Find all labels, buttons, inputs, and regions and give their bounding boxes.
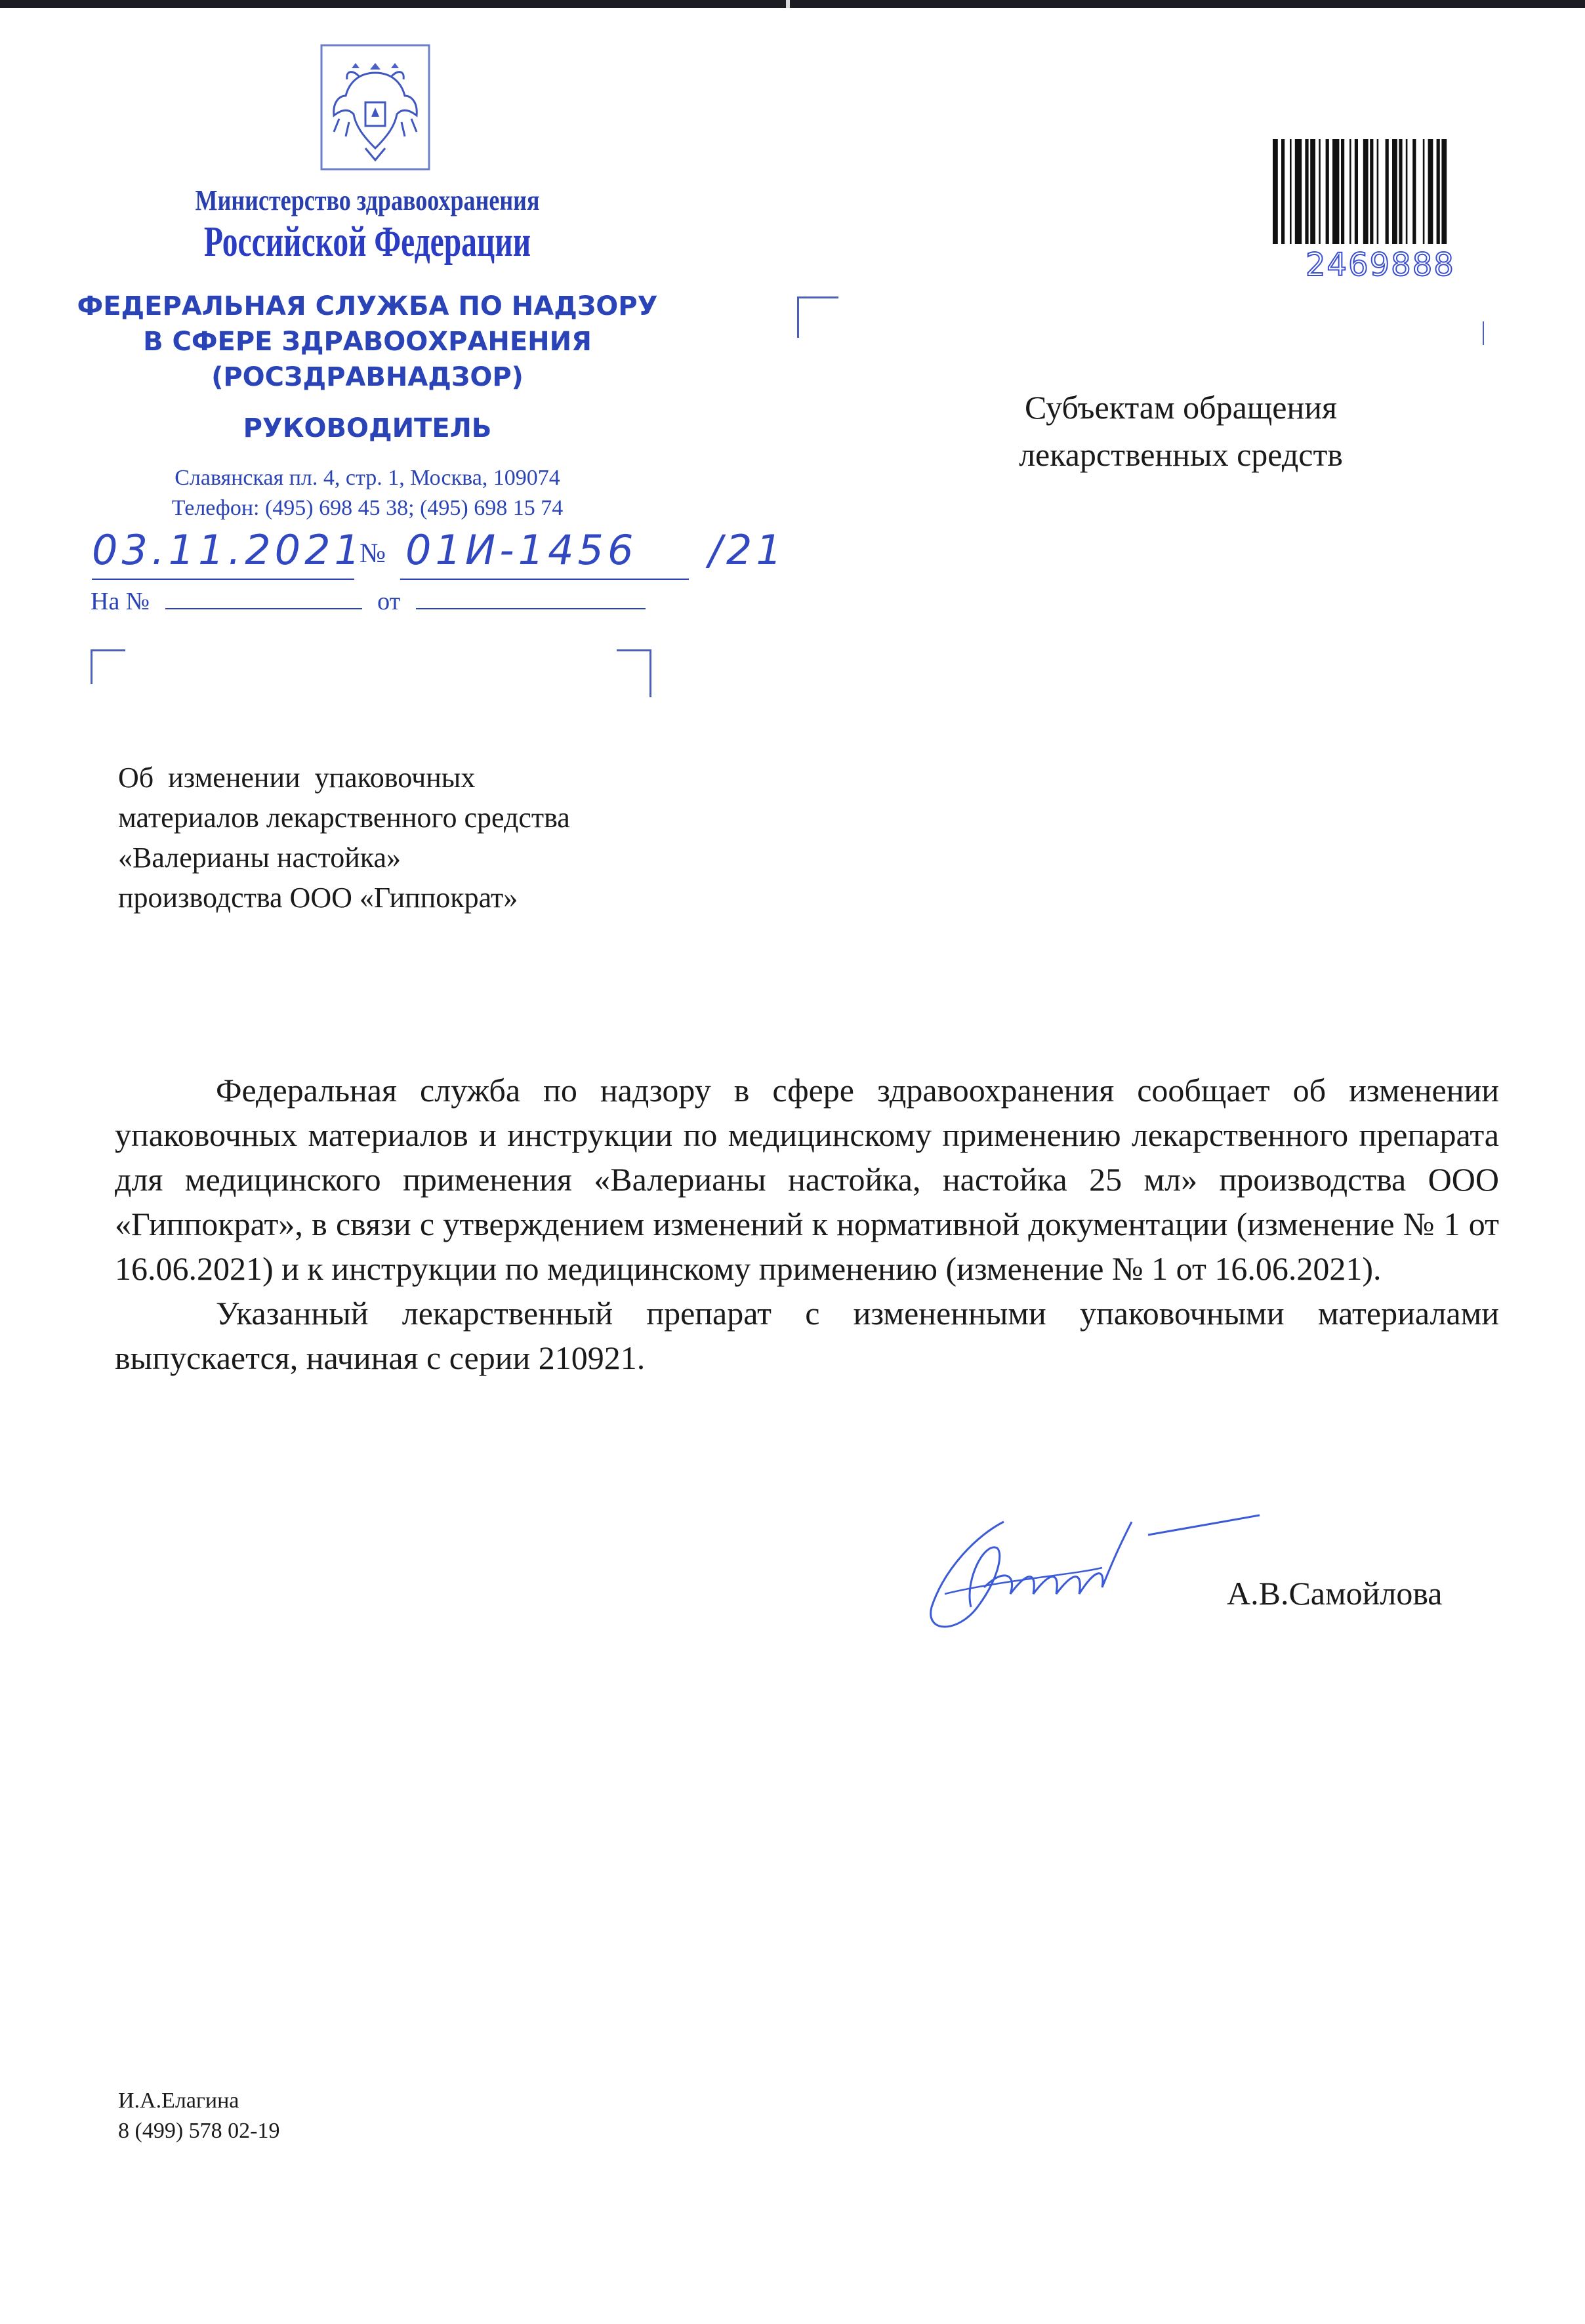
barcode-bar bbox=[1406, 139, 1408, 244]
ref-label: На № bbox=[91, 588, 150, 615]
barcode-bar bbox=[1392, 139, 1397, 244]
handwritten-signature bbox=[905, 1496, 1273, 1653]
date-underline bbox=[92, 579, 354, 580]
subject-line4: производства ООО «Гиппократ» bbox=[118, 882, 518, 914]
number-underline bbox=[400, 579, 689, 580]
registration-row bbox=[85, 518, 807, 590]
barcode-bar bbox=[1290, 139, 1292, 244]
barcode-bar bbox=[1437, 139, 1440, 244]
executor-name: И.А.Елагина bbox=[118, 2089, 239, 2113]
agency-contacts bbox=[39, 463, 695, 523]
barcode-bar bbox=[1386, 139, 1389, 244]
number-sign: № bbox=[360, 539, 386, 569]
barcode-bar bbox=[1412, 139, 1416, 244]
ref-from-label: от bbox=[377, 588, 401, 615]
barcode-bar bbox=[1332, 139, 1339, 244]
body-paragraph-1: Федеральная служба по надзору в сфере здравоохранения сообщает об изменении упаковочных материалов и инструкции по медицинскому применению лекарственного препарата для медицинского применения «Валерианы настойка, настойка 25 мл» производства ООО «Гиппократ», в связи с утверждением изменений к нормативной документации (изменение № 1 от 16.06.2021) и к инструкции по медицинскому применению (изменение № 1 от 16.06.2021). bbox=[115, 1072, 1499, 1287]
scan-top-gap bbox=[786, 0, 790, 8]
barcode bbox=[1273, 139, 1471, 244]
barcode-bar bbox=[1349, 139, 1351, 244]
ministry-line1: Министерство здравоохранения bbox=[195, 184, 540, 216]
barcode-bar bbox=[1363, 139, 1369, 244]
barcode-bar bbox=[1295, 139, 1302, 244]
barcode-bar bbox=[1273, 139, 1278, 244]
ministry-name bbox=[79, 184, 656, 267]
signer-name: А.В.Самойлова bbox=[1227, 1575, 1443, 1612]
addressee-line1: Субъектам обращения bbox=[1025, 389, 1337, 426]
subject-line2: материалов лекарственного средства bbox=[118, 802, 570, 834]
subject-line1: Об изменении упаковочных bbox=[118, 762, 476, 794]
agency-address: Славянская пл. 4, стр. 1, Москва, 109074 bbox=[175, 466, 560, 490]
executor-info bbox=[118, 2086, 279, 2146]
corner-mark-addressee-right bbox=[1483, 321, 1484, 345]
barcode-bar bbox=[1305, 139, 1308, 244]
addressee-line2: лекарственных средств bbox=[1019, 436, 1343, 473]
corner-mark-top-left bbox=[91, 649, 125, 684]
agency-line1: ФЕДЕРАЛЬНАЯ СЛУЖБА ПО НАДЗОРУ bbox=[77, 291, 658, 321]
registration-number: 01И-1456 bbox=[405, 526, 638, 574]
position-title: РУКОВОДИТЕЛЬ bbox=[243, 413, 492, 443]
barcode-bar bbox=[1441, 139, 1447, 244]
scan-top-edge bbox=[0, 0, 1585, 8]
corner-mark-addressee-left bbox=[797, 296, 838, 338]
barcode-bar bbox=[1377, 139, 1379, 244]
body-paragraph-2: Указанный лекарственный препарат с измененными упаковочными материалами выпускается, начиная с серии 210921. bbox=[115, 1295, 1499, 1376]
letter-subject bbox=[118, 758, 709, 918]
addressee bbox=[918, 384, 1443, 478]
barcode-bar bbox=[1319, 139, 1321, 244]
barcode-bar bbox=[1355, 139, 1358, 244]
barcode-bar bbox=[1370, 139, 1373, 244]
reference-row bbox=[91, 587, 646, 616]
barcode-bar bbox=[1341, 139, 1344, 244]
registration-date: 03.11.2021 bbox=[92, 526, 364, 574]
barcode-bar bbox=[1281, 139, 1285, 244]
ministry-line2: Российской Федерации bbox=[203, 218, 531, 266]
barcode-bar bbox=[1423, 139, 1425, 244]
corner-mark-top-right bbox=[617, 649, 651, 697]
ref-date-line bbox=[416, 608, 646, 609]
letter-body bbox=[115, 1068, 1499, 1380]
agency-name bbox=[39, 289, 695, 395]
barcode-bar bbox=[1310, 139, 1315, 244]
agency-phone: Телефон: (495) 698 45 38; (495) 698 15 74 bbox=[171, 496, 564, 520]
agency-line3: (РОСЗДРАВНАДЗОР) bbox=[211, 362, 524, 392]
subject-line3: «Валерианы настойка» bbox=[118, 842, 401, 874]
barcode-bar bbox=[1326, 139, 1329, 244]
ref-number-line bbox=[165, 608, 362, 609]
registration-year: /21 bbox=[709, 526, 786, 574]
barcode-bar bbox=[1428, 139, 1433, 244]
agency-line2: В СФЕРЕ ЗДРАВООХРАНЕНИЯ bbox=[143, 327, 592, 357]
barcode-bar bbox=[1399, 139, 1402, 244]
executor-phone: 8 (499) 578 02-19 bbox=[118, 2119, 280, 2143]
barcode-number: 2469888 bbox=[1306, 247, 1455, 283]
russian-coat-of-arms-icon bbox=[319, 43, 431, 171]
